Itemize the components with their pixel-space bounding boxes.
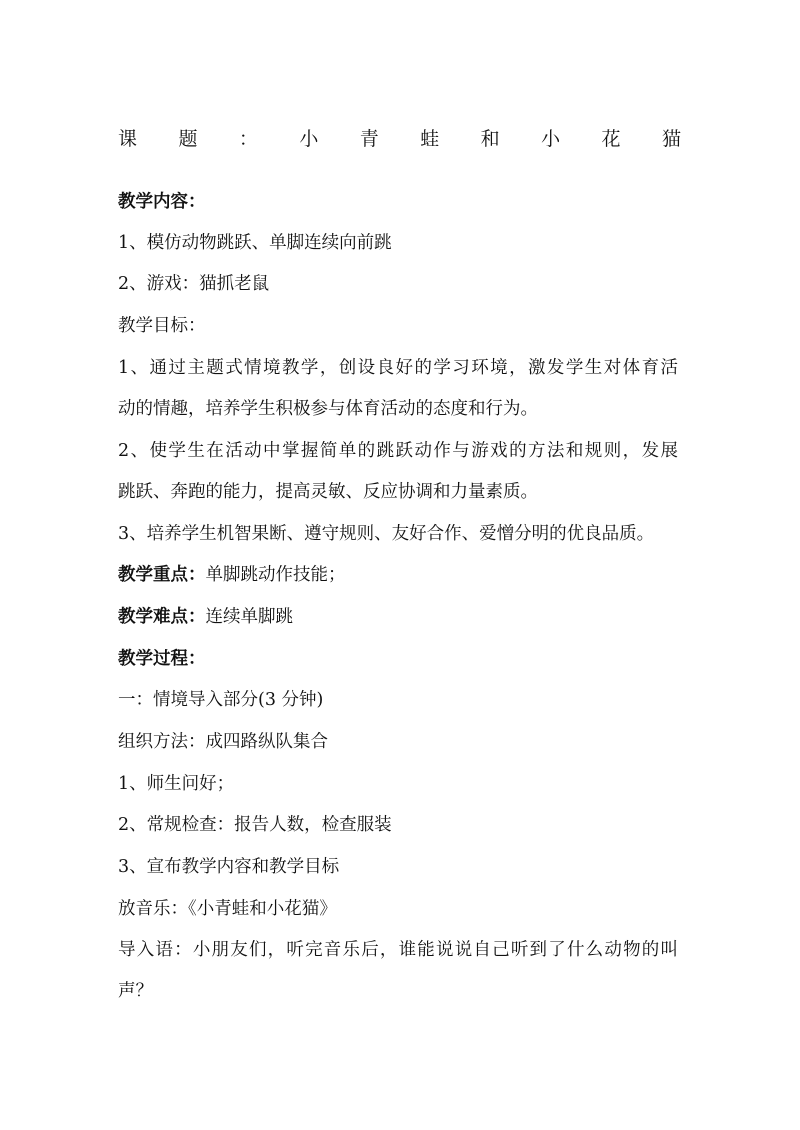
process-line: 2、常规检查：报告人数，检查服装 [118,815,392,835]
title-char: 和 [480,127,500,150]
difficulty-text: 连续单脚跳 [205,607,293,627]
title-char: 小 [299,127,319,150]
goals-heading: 教学目标： [118,316,206,336]
difficulty-point [118,603,293,631]
goal-line: 跳跃、奔跑的能力，提高灵敏、反应协调和力量素质。 [118,482,538,502]
process-line: 放音乐：《小青蛙和小花猫》 [118,899,337,919]
title-char: 小 [541,127,561,150]
title-char: 猫 [661,127,681,150]
content-item: 2、游戏：猫抓老鼠 [118,274,270,294]
key-point-text: 单脚跳动作技能； [205,565,346,585]
title-char: 蛙 [420,127,440,150]
process-line: 3、宣布教学内容和教学目标 [118,857,340,877]
process-heading: 教学过程： [118,649,206,669]
key-point-label: 教学重点： [118,565,206,585]
title-char: 题 [178,127,198,150]
title-char: ： [238,127,258,150]
key-point [118,561,346,589]
title-char: 花 [601,127,621,150]
goal-line: 动的情趣，培养学生积极参与体育活动的态度和行为。 [118,399,538,419]
process-line: 1、师生问好； [118,774,235,794]
process-line: 声？ [118,981,153,1001]
process-line: 导入语：小朋友们，听完音乐后，谁能说说自己听到了什么动物的叫 [118,940,678,960]
lesson-title [118,122,681,152]
process-line: 组织方法：成四路纵队集合 [118,732,328,752]
content-heading: 教学内容： [118,192,206,212]
goal-line: 3、培养学生机智果断、遵守规则、友好合作、爱憎分明的优良品质。 [118,524,655,544]
difficulty-label: 教学难点： [118,607,206,627]
process-part: 一：情境导入部分(3 分钟) [118,690,324,710]
title-char: 课 [118,127,138,150]
title-char: 青 [359,127,379,150]
goal-line: 2、使学生在活动中掌握简单的跳跃动作与游戏的方法和规则，发展 [118,441,678,461]
goal-line: 1、通过主题式情境教学，创设良好的学习环境，激发学生对体育活 [118,358,678,378]
content-item: 1、模仿动物跳跃、单脚连续向前跳 [118,233,392,253]
